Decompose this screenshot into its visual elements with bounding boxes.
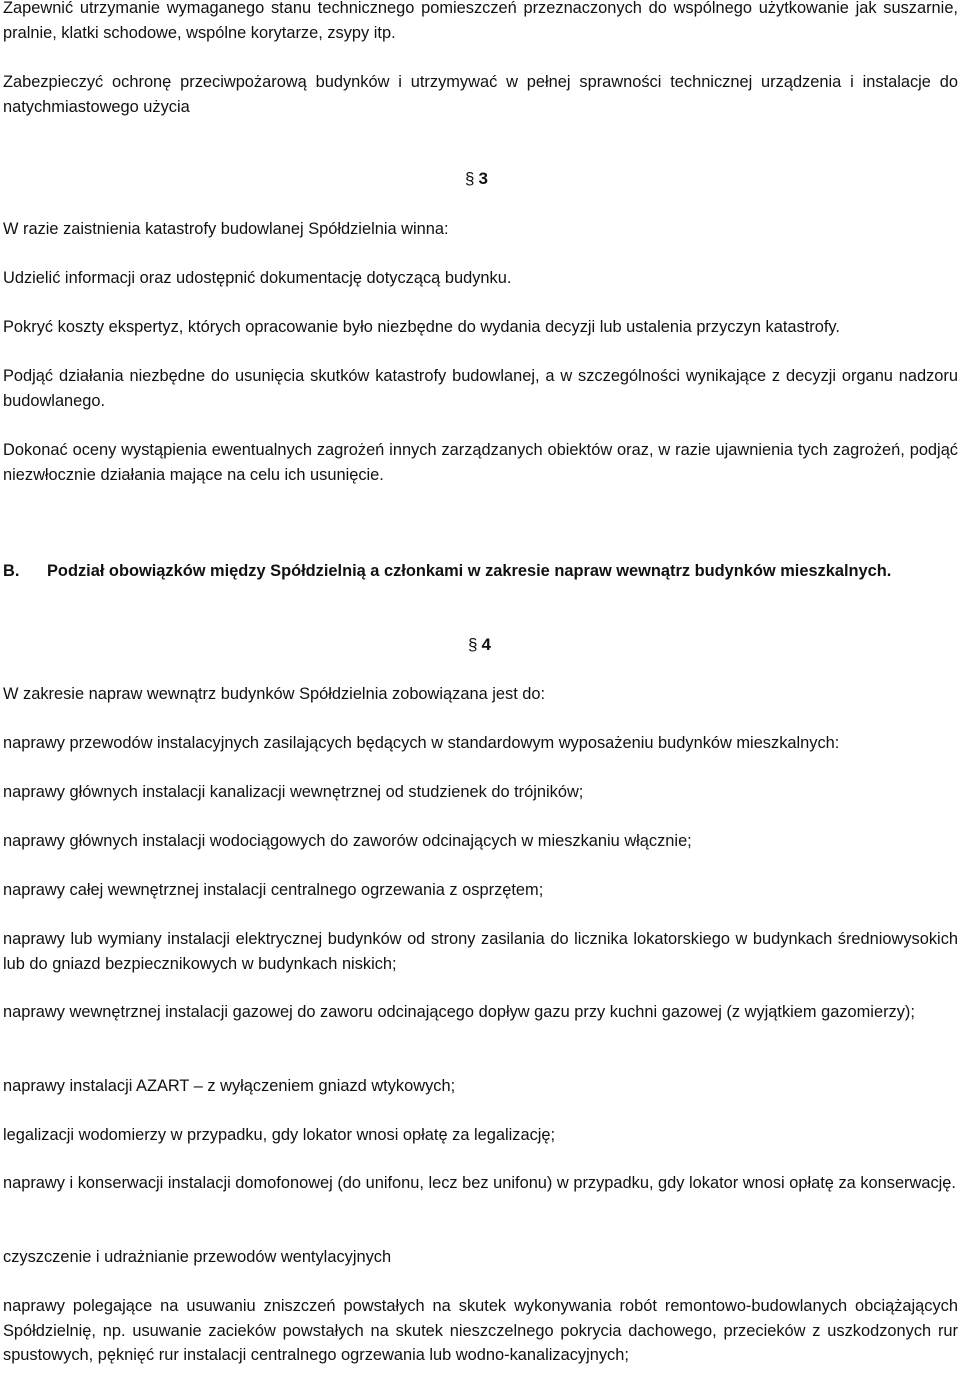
section-4-item: naprawy instalacji AZART – z wyłączeniem gniazd wtykowych;	[3, 1077, 456, 1095]
section-3-lead: W razie zaistnienia katastrofy budowlanej Spółdzielnia winna:	[3, 220, 449, 238]
section-sign: §	[468, 635, 478, 654]
section-number: 3	[478, 169, 488, 188]
section-4-item: naprawy lub wymiany instalacji elektrycznej budynków od strony zasilania do licznika lokatorskiego w budynkach średniowysokich lub do gniazd bezpiecznikowych w budynkach niskich;	[3, 930, 958, 973]
intro-paragraph-1: Zapewnić utrzymanie wymaganego stanu technicznego pomieszczeń przeznaczonych do wspólnego użytkowanie jak suszarnie, pralnie, klatki schodowe, wspólne korytarze, zsypy itp.	[3, 0, 958, 42]
part-b-heading	[3, 559, 958, 584]
section-4-item: naprawy polegające na usuwaniu zniszczeń powstałych na skutek wykonywania robót remontowo-budowlanych obciążających Spółdzielnię, np. usuwanie zacieków powstałych na skutek nieszczelnego pokrycia dachowego, przecieków z uszkodzonych rur spustowych, pęknięć rur instalacji centralnego ogrzewania lub wodno-kanalizacyjnych;	[3, 1297, 958, 1364]
section-4-heading	[468, 634, 491, 656]
section-3-item: Dokonać oceny wystąpienia ewentualnych zagrożeń innych zarządzanych obiektów oraz, w razie ujawnienia tych zagrożeń, podjąć niezwłocznie działania mające na celu ich usunięcie.	[3, 441, 958, 484]
section-sign: §	[465, 169, 475, 188]
part-b-title: Podział obowiązków między Spółdzielnią a członkami w zakresie napraw wewnątrz budynków mieszkalnych.	[47, 562, 892, 580]
section-4-item: legalizacji wodomierzy w przypadku, gdy lokator wnosi opłatę za legalizację;	[3, 1126, 556, 1144]
section-4-item: naprawy i konserwacji instalacji domofonowej (do unifonu, lecz bez unifonu) w przypadku, gdy lokator wnosi opłatę za konserwację.	[3, 1174, 956, 1192]
section-3-item: Podjąć działania niezbędne do usunięcia skutków katastrofy budowlanej, a w szczególności wynikające z decyzji organu nadzoru budowlanego.	[3, 367, 958, 410]
section-4-item: czyszczenie i udrażnianie przewodów wentylacyjnych	[3, 1248, 392, 1266]
section-4-item: naprawy głównych instalacji wodociągowych do zaworów odcinających w mieszkaniu włącznie;	[3, 832, 692, 850]
section-4-lead: W zakresie napraw wewnątrz budynków Spółdzielnia zobowiązana jest do:	[3, 685, 546, 703]
section-4-item: naprawy całej wewnętrznej instalacji centralnego ogrzewania z osprzętem;	[3, 881, 544, 899]
part-b-letter: B.	[3, 562, 20, 580]
section-4-item: naprawy wewnętrznej instalacji gazowej do zaworu odcinającego dopływ gazu przy kuchni gazowej (z wyjątkiem gazomierzy);	[3, 1003, 915, 1021]
section-3-item: Udzielić informacji oraz udostępnić dokumentację dotyczącą budynku.	[3, 269, 512, 287]
section-3-heading	[465, 168, 488, 190]
section-3-item: Pokryć koszty ekspertyz, których opracowanie było niezbędne do wydania decyzji lub ustalenia przyczyn katastrofy.	[3, 318, 840, 336]
section-number: 4	[481, 635, 491, 654]
section-4-item: naprawy głównych instalacji kanalizacji wewnętrznej od studzienek do trójników;	[3, 783, 584, 801]
intro-paragraph-2: Zabezpieczyć ochronę przeciwpożarową budynków i utrzymywać w pełnej sprawności technicznej urządzenia i instalacje do natychmiastowego użycia	[3, 73, 958, 116]
section-4-item: naprawy przewodów instalacyjnych zasilających będących w standardowym wyposażeniu budynków mieszkalnych:	[3, 734, 840, 752]
